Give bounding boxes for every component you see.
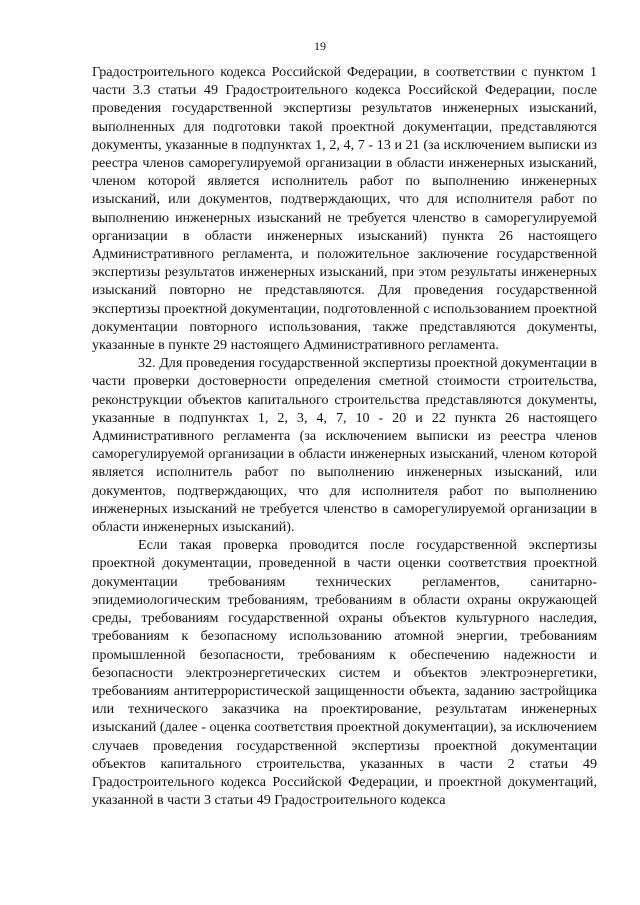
document-body — [92, 63, 597, 809]
paragraph-32: 32. Для проведения государственной экспертизы проектной документации в части проверки достоверности определения сметной стоимости строительства, реконструкции объектов капитального строительства представляются документы, указанные в подпунктах 1, 2, 3, 4, 7, 10 - 20 и 22 пункта 26 настоящего Административного регламента (за исключением выписки из реестра членов саморегулируемой организации в области инженерных изысканий, членом которой является исполнитель работ по выполнению инженерных изысканий, или документов, подтверждающих, что для исполнителя работ по выполнению инженерных изысканий не требуется членство в саморегулируемой организации в области инженерных изысканий). — [92, 355, 597, 536]
paragraph-continuation: Градостроительного кодекса Российской Федерации, в соответствии с пунктом 1 части 3.3 статьи 49 Градостроительного кодекса Российской Федерации, после проведения государственной экспертизы результатов инженерных изысканий, выполненных для подготовки такой проектной документации, представляются документы, указанные в подпунктах 1, 2, 4, 7 - 13 и 21 (за исключением выписки из реестра членов саморегулируемой организации в области инженерных изысканий, членом которой является исполнитель работ по выполнению инженерных изысканий, или документов, подтверждающих, что для исполнителя работ по выполнению инженерных изысканий не требуется членство в саморегулируемой организации в области инженерных изысканий) пункта 26 настоящего Административного регламента, и положительное заключение государственной экспертизы результатов инженерных изысканий, при этом результаты инженерных изысканий повторно не представляются. Для проведения государственной экспертизы проектной документации, подготовленной с использованием проектной документации повторного использования, также представляются документы, указанные в пункте 29 настоящего Административного регламента. — [92, 64, 597, 354]
paragraph-if-check: Если такая проверка проводится после государственной экспертизы проектной документации, проведенной в части оценки соответствия проектной документации требованиям технических регламентов, санитарно-эпидемиологическим требованиям, требованиям в области охраны окружающей среды, требованиям государственной охраны объектов культурного наследия, требованиям к безопасному использованию атомной энергии, требованиям промышленной безопасности, требованиям к обеспечению надежности и безопасности электроэнергетических систем и объектов электроэнергетики, требованиям антитеррористической защищенности объекта, заданию застройщика или технического заказчика на проектирование, результатам инженерных изысканий (далее - оценка соответствия проектной документации), за исключением случаев проведения государственной экспертизы проектной документации объектов капитального строительства, указанных в части 2 статьи 49 Градостроительного кодекса Российской Федерации, и проектной документаций, указанной в части 3 статьи 49 Градостроительного кодекса — [92, 537, 597, 809]
page-number: 19 — [314, 39, 326, 53]
